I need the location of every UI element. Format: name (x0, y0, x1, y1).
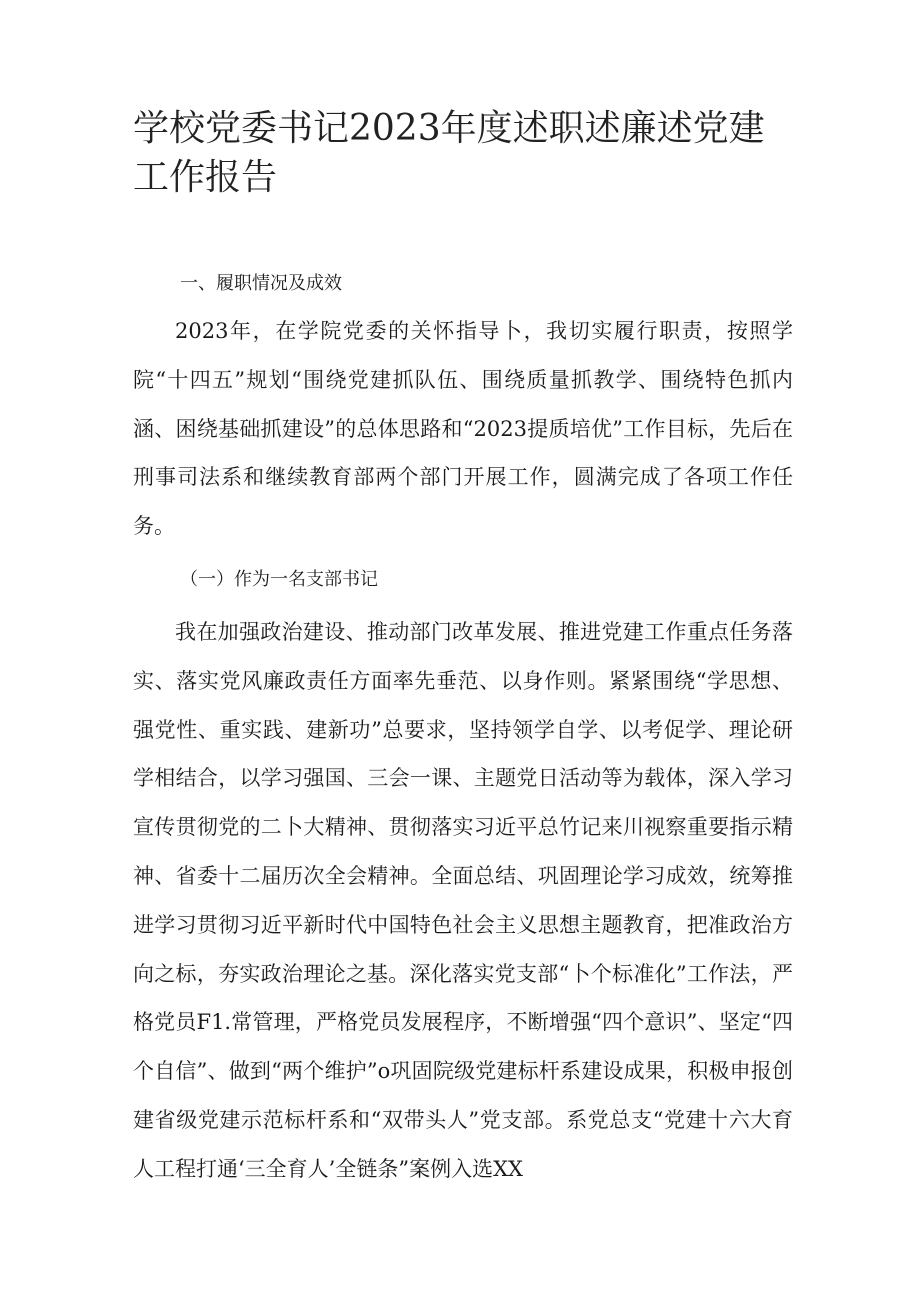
document-title: 学校党委书记2023年度述职述廉述党建工作报告 (133, 108, 765, 198)
body-paragraph: 2023年，在学院党委的关怀指导卜，我切实履行职责，按照学院“十四五”规划“围绕党建抓队伍、围绕质量抓教学、围绕特色抓内涵、困绕基础抓建设”的总体思路和“2023提质培优”工作目标，先后在刑事司法系和继续教育部两个部门开展工作，圆满完成了各项工作任务。 (133, 319, 793, 539)
body-paragraph: 我在加强政治建设、推动部门改革发展、推进党建工作重点任务落实、落实党风廉政责任方面率先垂范、以身作则。紧紧围绕“学思想、强党性、重实践、建新功”总要求，坚持领学自学、以考促学、理论研学相结合，以学习强国、三会一课、主题党日活动等为载体，深入学习宣传贯彻党的二卜大精神、贯彻落实习近平总竹记来川视察重要指示精神、省委十二届历次全会精神。全面总结、巩固理论学习成效，统筹推进学习贯彻习近平新时代中国特色社会主义思想主题教育，把准政治方向之标，夯实政治理论之基。深化落实党支部“卜个标准化”工作法，严格党员F1.常管理，严格党员发展程序，不断增强“四个意识”、坚定“四个自信”、做到“两个维护”o巩固院级党建标杆系建设成果，积极申报创建省级党建示范标杆系和“双带头人”党支部。系党总支“党建十六大育人工程打通‘三全育人’全链条”案例入选XX (133, 620, 793, 1181)
section-heading: 一、履职情况及成效 (180, 273, 342, 294)
subsection-heading: （一）作为一名支部书记 (180, 569, 378, 590)
